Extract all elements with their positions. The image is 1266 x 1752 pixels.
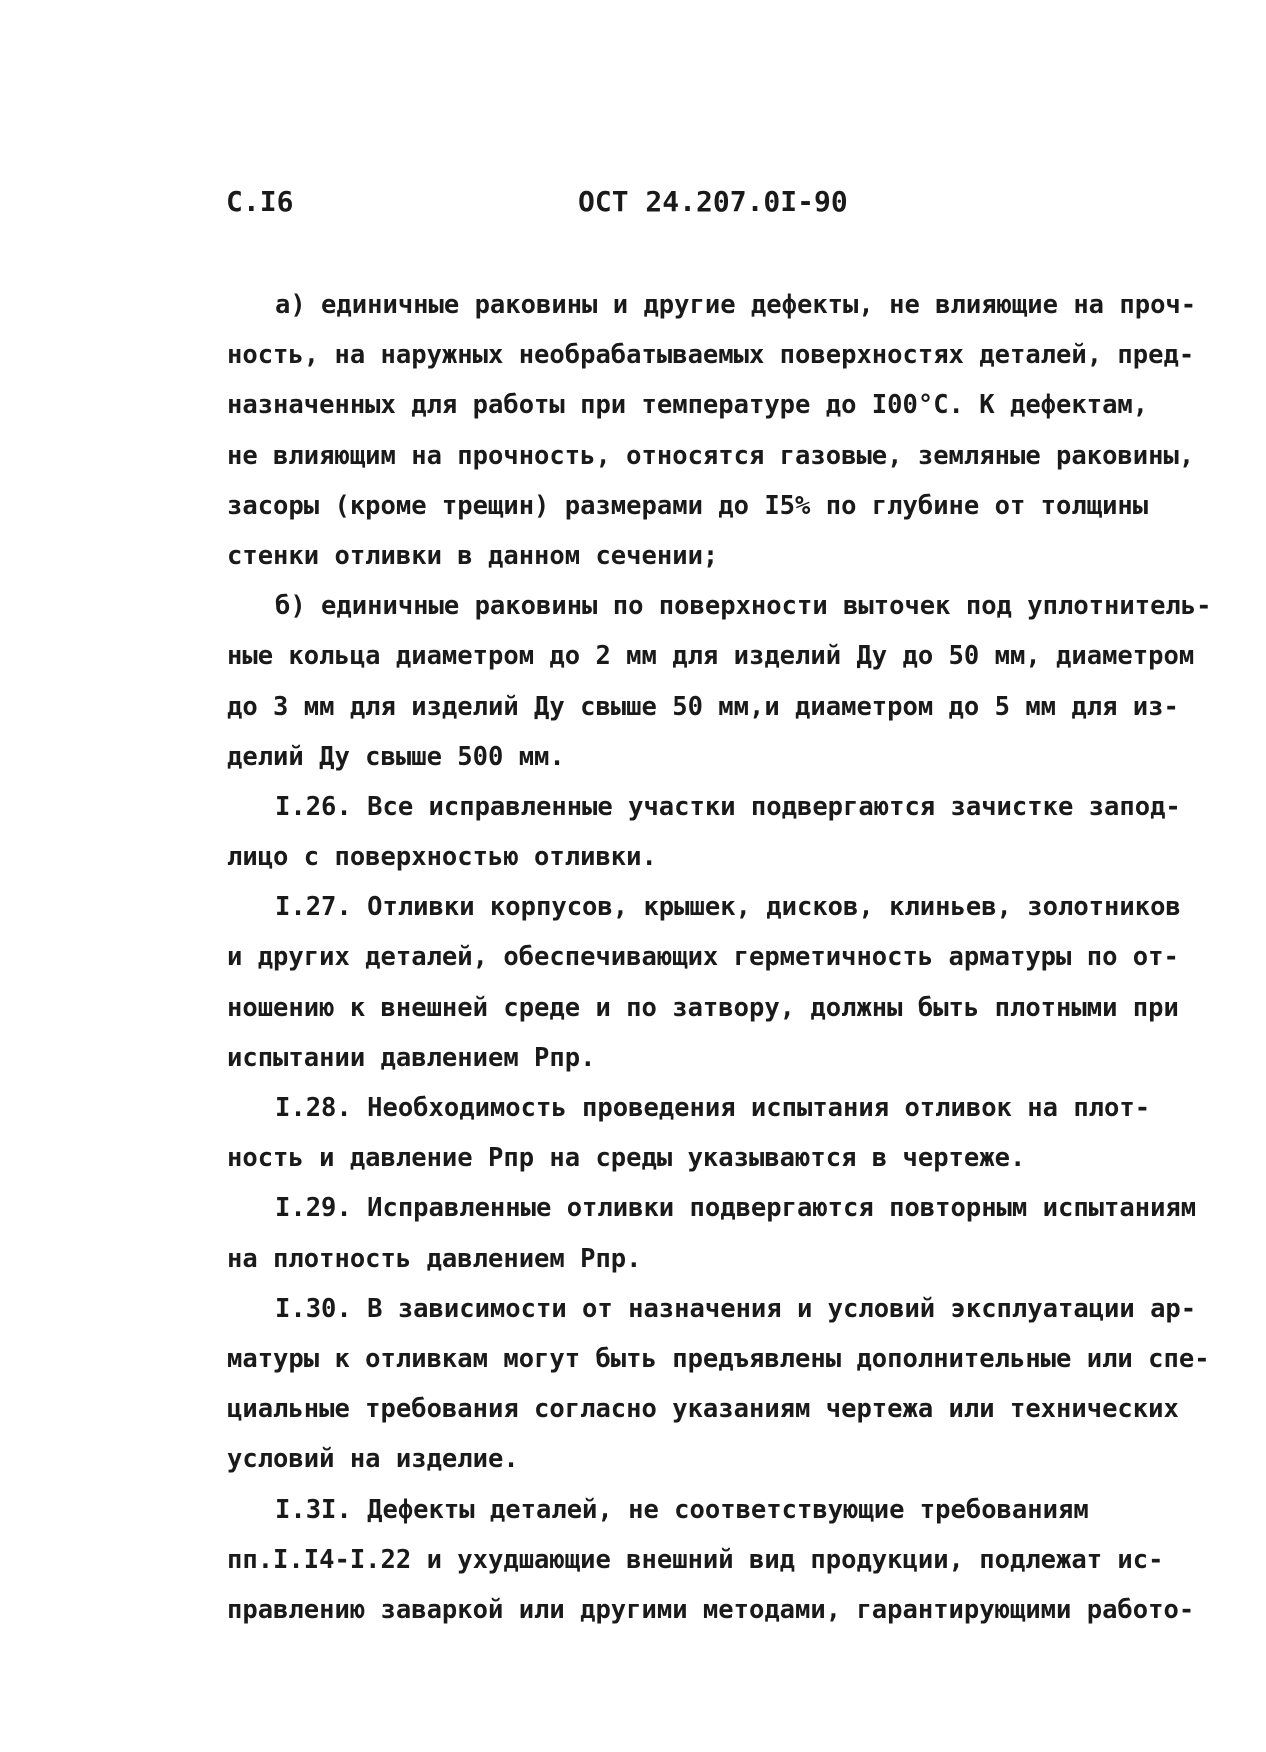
text-line: стенки отливки в данном сечении;	[227, 540, 719, 571]
paragraph-a	[227, 280, 1222, 581]
text-line: циальные требования согласно указаниям чертежа или технических	[227, 1394, 1179, 1425]
text-line: I.3I. Дефекты деталей, не соответствующие требованиям	[275, 1494, 1089, 1525]
clause-1-31	[227, 1485, 1222, 1636]
text-line: делий Ду свыше 500 мм.	[227, 741, 565, 772]
text-line: ношению к внешней среде и по затвору, должны быть плотными при	[227, 992, 1179, 1023]
clause-1-30	[227, 1284, 1222, 1485]
text-line: I.27. Отливки корпусов, крышек, дисков, клиньев, золотников	[275, 892, 1181, 923]
text-line: I.26. Все исправленные участки подвергаются зачистке запод-	[275, 791, 1181, 822]
text-line: правлению заваркой или другими методами, гарантирующими работо-	[227, 1594, 1195, 1625]
text-line: и других деталей, обеспечивающих герметичность арматуры по от-	[227, 942, 1179, 973]
text-line: ные кольца диаметром до 2 мм для изделий Ду до 50 мм, диаметром	[227, 641, 1195, 672]
text-line: I.28. Необходимость проведения испытания отливок на плот-	[275, 1093, 1151, 1123]
text-line: на плотность давлением Рпр.	[227, 1243, 642, 1274]
text-line: ность и давление Рпр на среды указываются в чертеже.	[227, 1143, 1026, 1174]
clause-1-27	[227, 882, 1222, 1083]
document-code: ОСТ 24.207.0I-90	[578, 185, 848, 218]
text-line: засоры (кроме трещин) размерами до I5% по глубине от толщины	[227, 490, 1149, 521]
text-line: матуры к отливкам могут быть предъявлены дополнительные или спе-	[227, 1343, 1210, 1374]
page-header	[0, 185, 1266, 225]
text-line: назначенных для работы при температуре до I00°С. К дефектам,	[227, 390, 1149, 421]
text-line: пп.I.I4-I.22 и ухудшающие внешний вид продукции, подлежат ис-	[227, 1544, 1164, 1575]
paragraph-b	[227, 581, 1222, 782]
text-line: I.29. Исправленные отливки подвергаются повторным испытаниям	[275, 1193, 1197, 1224]
document-body	[227, 280, 1222, 1635]
clause-1-28	[227, 1083, 1222, 1183]
clause-1-26	[227, 782, 1222, 882]
text-line: I.30. В зависимости от назначения и условий эксплуатации ар-	[275, 1293, 1197, 1324]
text-line: б) единичные раковины по поверхности выточек под уплотнитель-	[275, 591, 1212, 622]
text-line: не влияющим на прочность, относятся газовые, земляные раковины,	[227, 440, 1195, 471]
text-line: условий на изделие.	[227, 1444, 519, 1475]
page-number: С.I6	[226, 185, 294, 218]
text-line: лицо с поверхностью отливки.	[227, 842, 657, 873]
text-line: а) единичные раковины и другие дефекты, не влияющие на проч-	[275, 290, 1197, 320]
text-line: до 3 мм для изделий Ду свыше 50 мм,и диаметром до 5 мм для из-	[227, 691, 1179, 722]
text-line: ность, на наружных необрабатываемых поверхностях деталей, пред-	[227, 340, 1195, 371]
text-line: испытании давлением Рпр.	[227, 1042, 596, 1073]
clause-1-29	[227, 1183, 1222, 1283]
